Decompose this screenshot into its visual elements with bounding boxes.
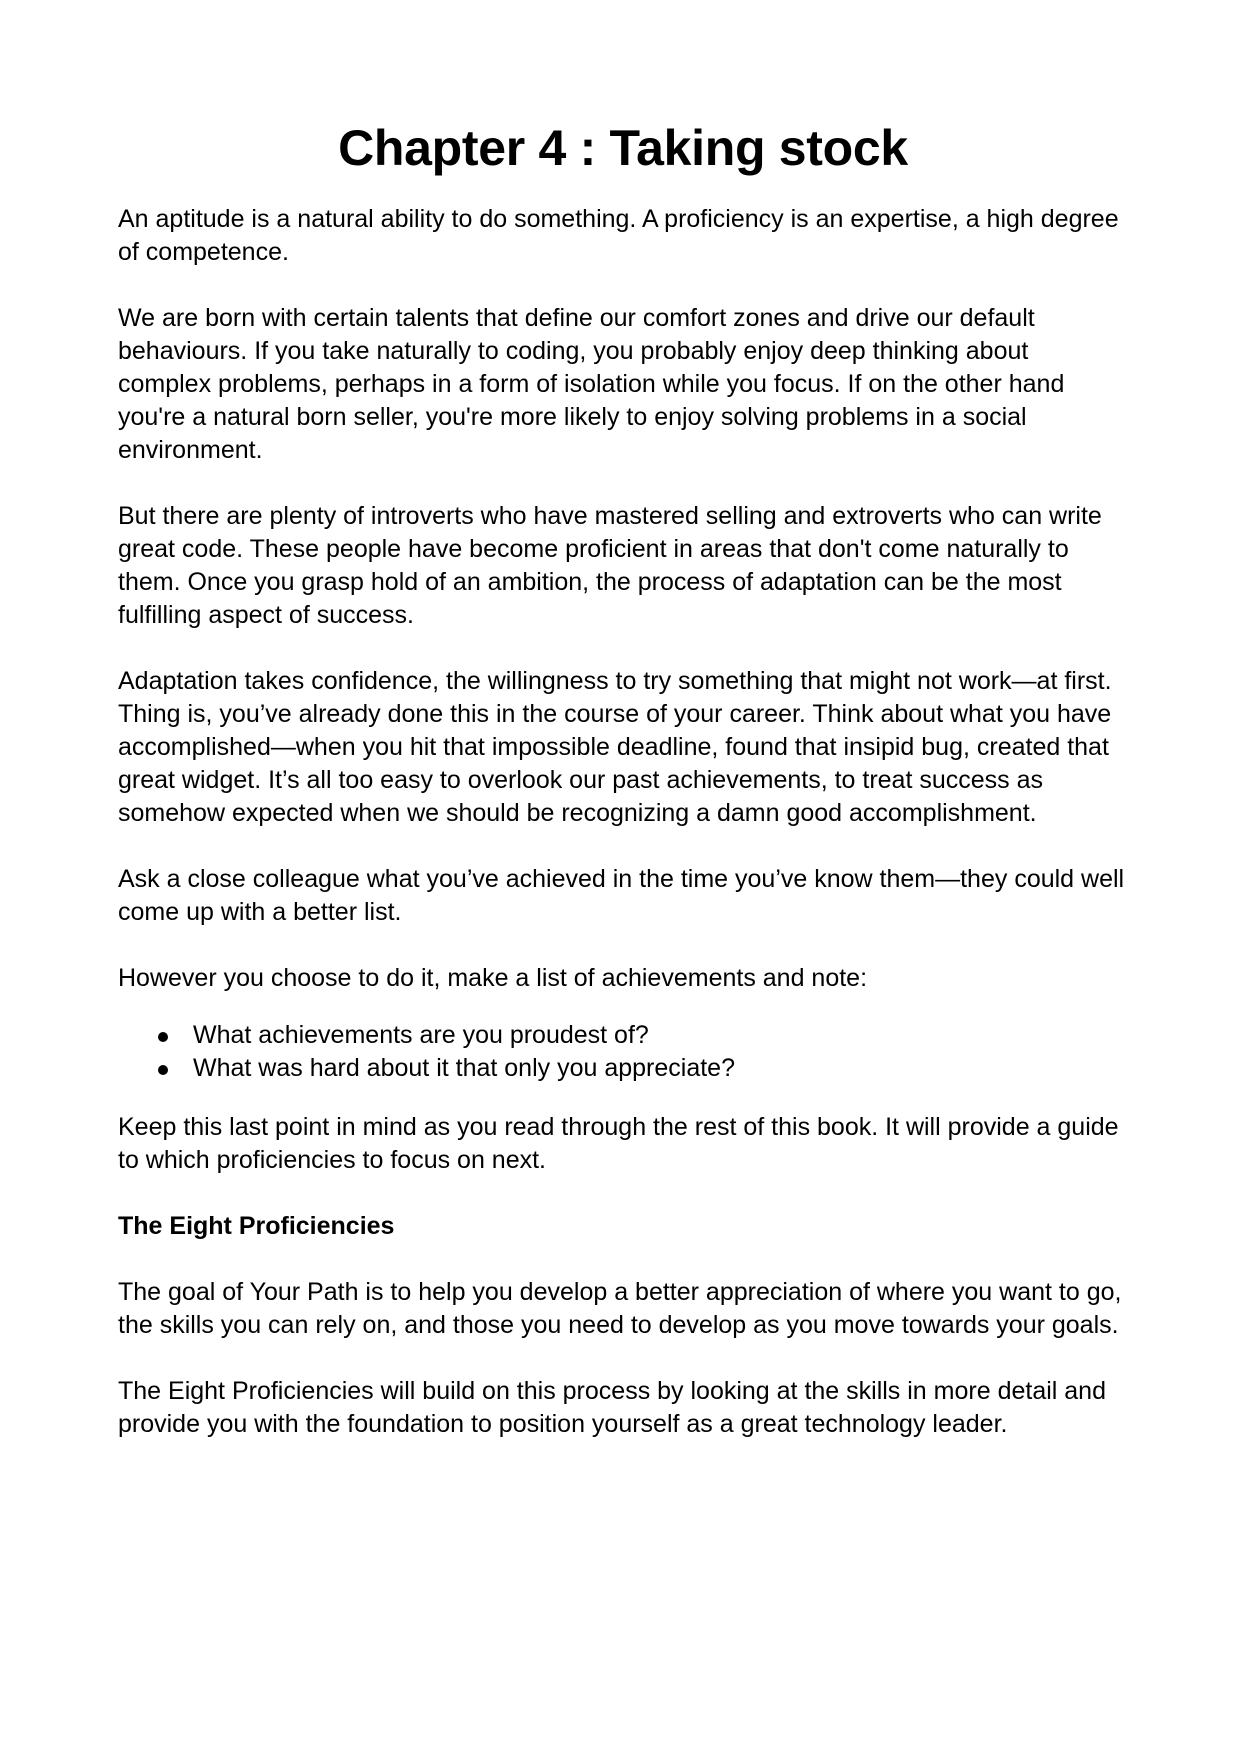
section-heading: The Eight Proficiencies: [118, 1212, 395, 1240]
paragraph-introverts: But there are plenty of introverts who have mastered selling and extroverts who can write great code. These people have become proficient in areas that don't come naturally to them. Once you grasp hold of an ambition, the process of adaptation can be the most fulfilling aspect of success.: [118, 502, 1102, 629]
paragraph-eight-proficiencies: The Eight Proficiencies will build on this process by looking at the skills in more detail and provide you with the foundation to position yourself as a great technology leader.: [118, 1377, 1106, 1438]
list-item-text: What was hard about it that only you appreciate?: [193, 1054, 735, 1082]
bullet-icon: [158, 1065, 168, 1075]
paragraph-adaptation: Adaptation takes confidence, the willingness to try something that might not work—at first. Thing is, you’ve already done this in the course of your career. Think about what you have accomplished—when you hit that impossible deadline, found that insipid bug, created that great widget. It’s all too easy to overlook our past achievements, to treat success as somehow expected when we should be recognizing a damn good accomplishment.: [118, 667, 1112, 827]
chapter-title: Chapter 4 : Taking stock: [338, 120, 908, 176]
list-item: [158, 1052, 1128, 1085]
paragraph-make-list: However you choose to do it, make a list of achievements and note:: [118, 964, 868, 992]
bullet-icon: [158, 1032, 168, 1042]
paragraph-aptitude: An aptitude is a natural ability to do something. A proficiency is an expertise, a high degree of competence.: [118, 205, 1119, 266]
paragraph-talents: We are born with certain talents that define our comfort zones and drive our default behaviours. If you take naturally to coding, you probably enjoy deep thinking about complex problems, perhaps in a form of isolation while you focus. If on the other hand you're a natural born seller, you're more likely to enjoy solving problems in a social environment.: [118, 304, 1065, 464]
list-item: [158, 1019, 1128, 1052]
list-item-text: What achievements are you proudest of?: [193, 1021, 649, 1049]
page-content: [118, 118, 1128, 1474]
achievements-bullet-list: [118, 1019, 1128, 1085]
paragraph-colleague: Ask a close colleague what you’ve achieved in the time you’ve know them—they could well come up with a better list.: [118, 865, 1125, 926]
paragraph-goal: The goal of Your Path is to help you develop a better appreciation of where you want to go, the skills you can rely on, and those you need to develop as you move towards your goals.: [118, 1278, 1122, 1339]
paragraph-keep-in-mind: Keep this last point in mind as you read through the rest of this book. It will provide a guide to which proficiencies to focus on next.: [118, 1113, 1119, 1174]
